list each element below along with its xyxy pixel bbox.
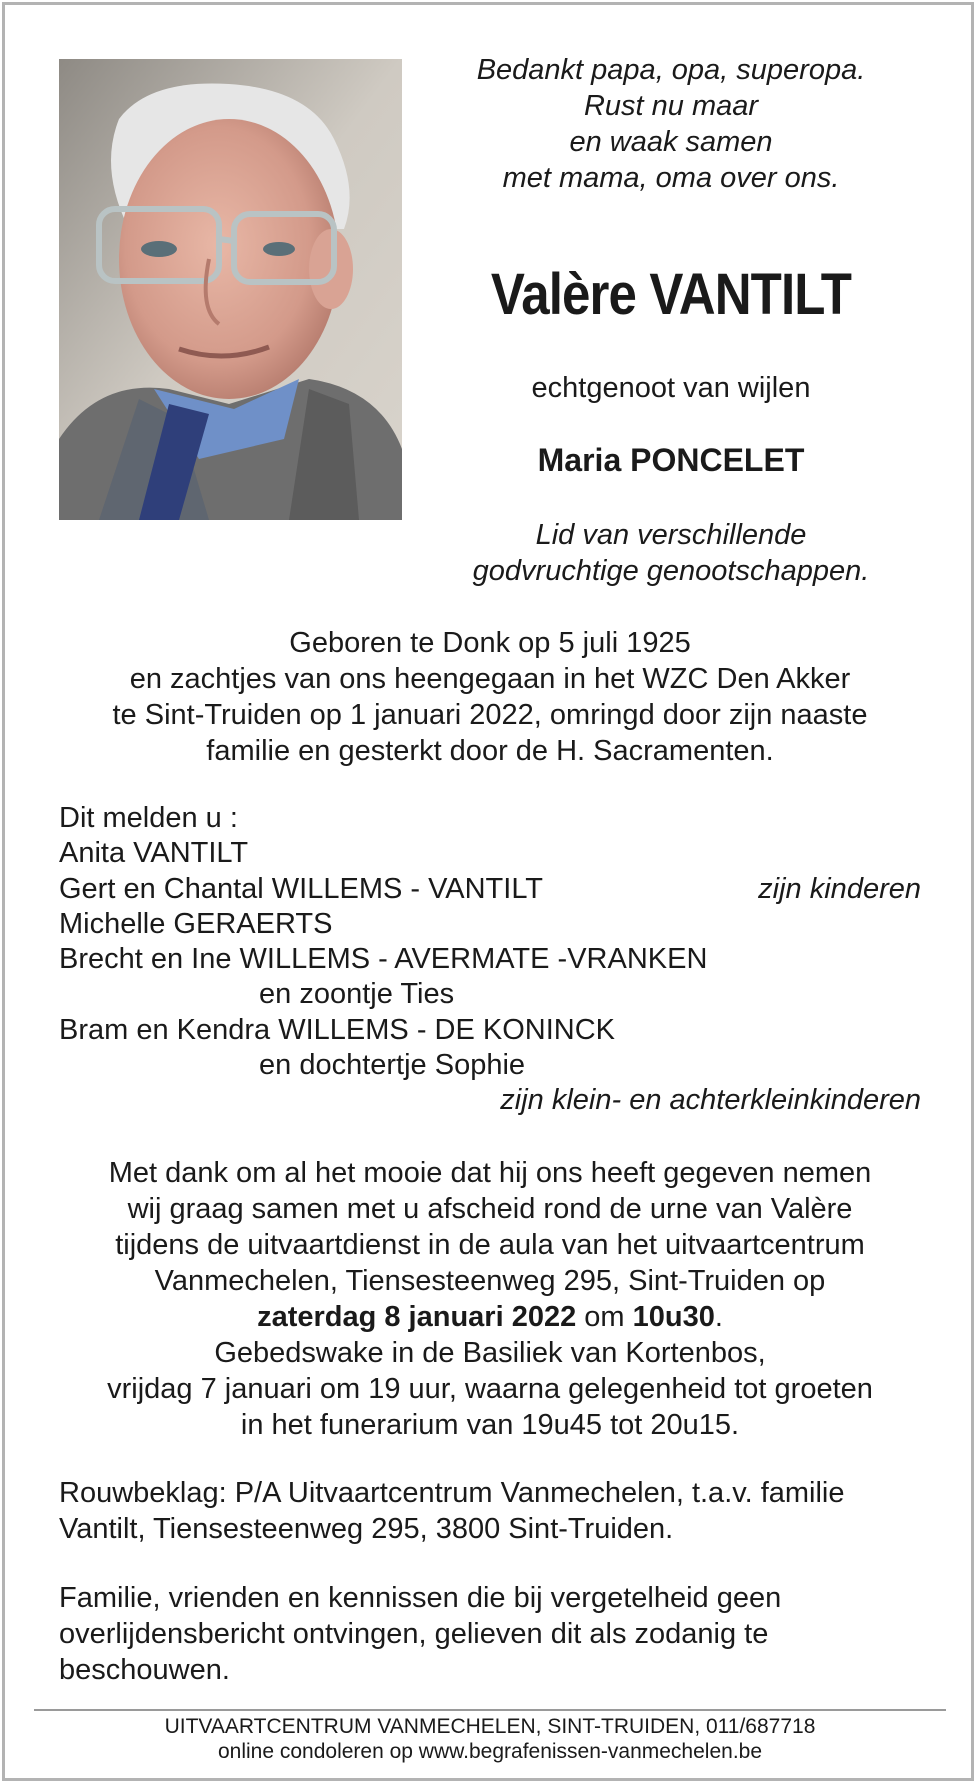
mass-date-line xyxy=(59,1299,921,1335)
family-row: Anita VANTILT xyxy=(59,837,249,870)
notice-paragraph xyxy=(59,1580,921,1688)
spouse-name: Maria PONCELET xyxy=(537,442,805,478)
born-line: en zachtjes van ons heengegaan in het WZC Den Akker xyxy=(129,663,851,695)
mourn-line: Vantilt, Tiensesteenweg 295, 3800 Sint-Truiden. xyxy=(59,1513,674,1545)
end-punct: . xyxy=(714,1301,723,1333)
mourn-line: Rouwbeklag: P/A Uitvaartcentrum Vanmechelen, t.a.v. familie xyxy=(59,1477,845,1509)
mass-line: Met dank om al het mooie dat hij ons heeft gegeven nemen xyxy=(108,1157,872,1189)
deceased-name: Valère VANTILT xyxy=(490,262,852,327)
family-row: Brecht en Ine WILLEMS - AVERMATE -VRANKEN xyxy=(59,943,708,976)
family-row: en dochtertje Sophie xyxy=(259,1049,526,1082)
role-children: zijn kinderen xyxy=(758,872,921,905)
notice-line: overlijdensbericht ontvingen, gelieven dit als zodanig te xyxy=(59,1618,769,1650)
notice-line: Familie, vrienden en kennissen die bij vergetelheid geen xyxy=(59,1582,782,1614)
role-grandchildren: zijn klein- en achterkleinkinderen xyxy=(500,1084,921,1117)
quote-line: Rust nu maar xyxy=(583,90,759,122)
wake-line: vrijdag 7 januari om 19 uur, waarna gelegenheid tot groeten xyxy=(107,1373,873,1405)
footer-divider xyxy=(34,1709,946,1711)
om-text: om xyxy=(576,1301,633,1333)
family-row: Michelle GERAERTS xyxy=(59,907,333,940)
birth-death-paragraph xyxy=(59,625,921,769)
mass-line: Vanmechelen, Tiensesteenweg 295, Sint-Truiden op xyxy=(154,1265,826,1297)
portrait-photo xyxy=(59,59,402,520)
family-intro: Dit melden u : xyxy=(59,802,238,834)
family-row: en zoontje Ties xyxy=(259,978,455,1011)
footer-company: UITVAARTCENTRUM VANMECHELEN, SINT-TRUIDEN, 011/687718 xyxy=(164,1715,816,1738)
membership-text xyxy=(402,517,940,589)
footer-website[interactable]: online condoleren op www.begrafenissen-vanmechelen.be xyxy=(217,1740,763,1763)
wake-line: Gebedswake in de Basiliek van Kortenbos, xyxy=(214,1337,766,1369)
membership-line: Lid van verschillende xyxy=(535,519,807,551)
quote-line: Bedankt papa, opa, superopa. xyxy=(476,54,866,86)
born-line: Geboren te Donk op 5 juli 1925 xyxy=(289,627,691,659)
mass-line: tijdens de uitvaartdienst in de aula van het uitvaartcentrum xyxy=(115,1229,865,1261)
condolence-address xyxy=(59,1475,921,1547)
family-row xyxy=(59,872,921,907)
born-line: te Sint-Truiden op 1 januari 2022, omringd door zijn naaste xyxy=(112,699,868,731)
born-line: familie en gesterkt door de H. Sacramenten. xyxy=(206,735,774,767)
wake-line: in het funerarium van 19u45 tot 20u15. xyxy=(240,1409,740,1441)
mass-line: wij graag samen met u afscheid rond de urne van Valère xyxy=(127,1193,853,1225)
family-row xyxy=(59,1083,921,1118)
family-row: Bram en Kendra WILLEMS - DE KONINCK xyxy=(59,1013,615,1046)
membership-line: godvruchtige genootschappen. xyxy=(472,555,870,587)
funeral-service-paragraph xyxy=(59,1155,921,1443)
service-time: 10u30 xyxy=(632,1301,715,1333)
service-date: zaterdag 8 januari 2022 xyxy=(257,1301,577,1333)
farewell-quote xyxy=(402,52,940,196)
quote-line: en waak samen xyxy=(569,126,773,158)
quote-line: met mama, oma over ons. xyxy=(502,162,840,194)
family-list xyxy=(59,801,921,1119)
footer xyxy=(0,1714,980,1764)
spouse-label: echtgenoot van wijlen xyxy=(531,372,811,404)
family-member: Gert en Chantal WILLEMS - VANTILT xyxy=(59,872,544,905)
notice-line: beschouwen. xyxy=(59,1654,230,1686)
